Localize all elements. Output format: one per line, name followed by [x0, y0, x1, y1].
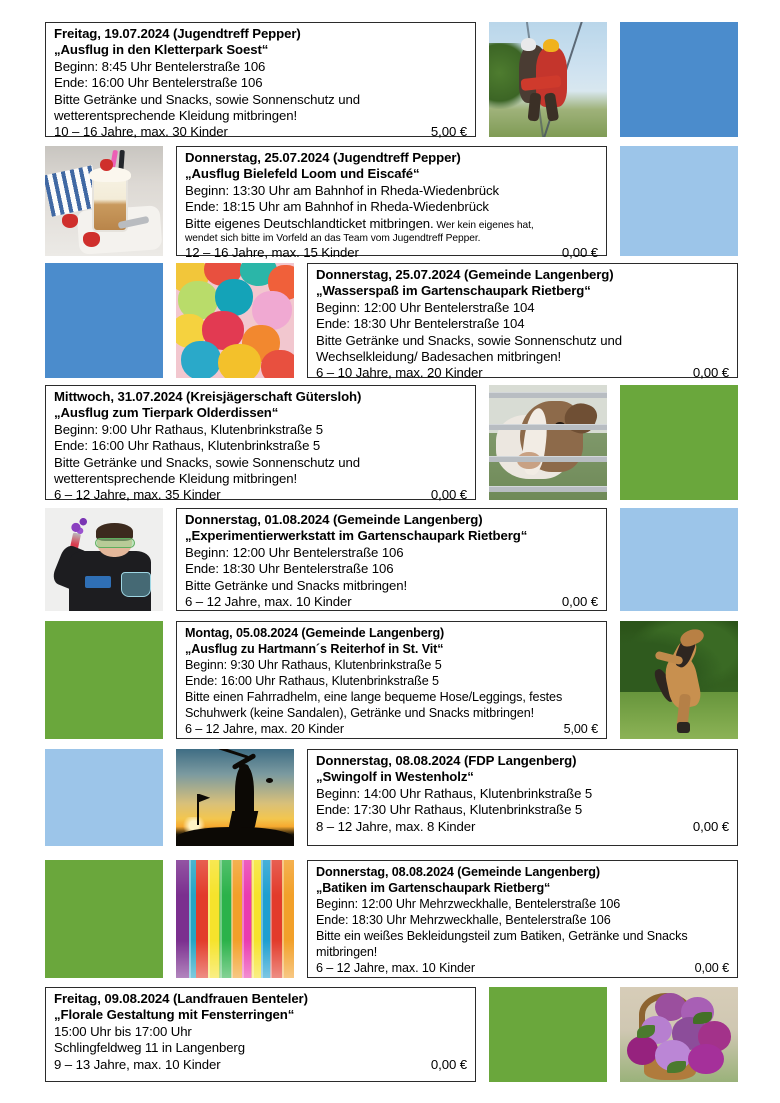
tile-goat-photo	[489, 385, 607, 500]
event-line: mitbringen!	[316, 945, 378, 959]
event-footer	[185, 594, 598, 610]
event-line: Ende: 17:30 Uhr Rathaus, Klutenbrinkstraße 5	[316, 802, 583, 818]
green-swatch	[620, 385, 738, 500]
event-price: 5,00 €	[430, 124, 467, 140]
event-line: Bitte Getränke und Snacks, sowie Sonnenschutz und	[54, 454, 360, 470]
event-price: 0,00 €	[561, 594, 598, 610]
event-price: 0,00 €	[692, 818, 729, 834]
goat-photo	[489, 385, 607, 500]
event-line: Beginn: 9:00 Uhr Rathaus, Klutenbrinkstraße 5	[54, 421, 323, 437]
tile-blue-dark-2	[45, 263, 163, 378]
tile-milkshake-photo	[45, 146, 163, 256]
event-line-small: Wer kein eigenes hat,	[433, 219, 534, 231]
event-row-5	[0, 508, 780, 611]
event-card-experimentierwerkstatt-rietberg	[176, 508, 607, 611]
event-line: Bitte Getränke und Snacks, sowie Sonnenschutz und	[54, 91, 360, 107]
event-card-hartmanns-reiterhof	[176, 621, 607, 739]
event-line-main: Bitte eigenes Deutschlandticket mitbringen.	[185, 215, 434, 231]
event-footer	[185, 245, 598, 261]
event-row-1	[0, 22, 780, 140]
swingolf-sunset-photo	[176, 749, 294, 846]
event-ages: 8 – 12 Jahre, max. 8 Kinder	[316, 818, 476, 834]
event-price: 0,00 €	[430, 487, 467, 503]
blue-light-swatch	[45, 749, 163, 846]
event-line: Ende: 16:00 Uhr Rathaus, Klutenbrinkstraße 5	[185, 674, 439, 688]
event-footer	[54, 124, 467, 140]
event-line: Ende: 16:00 Uhr Bentelerstraße 106	[54, 75, 263, 91]
event-card-tierpark-olderdissen	[45, 385, 476, 503]
event-title: „Ausflug in den Kletterpark Soest“	[54, 42, 269, 58]
tile-lilac-photo	[620, 987, 738, 1082]
event-header: Donnerstag, 25.07.2024 (Gemeinde Langenberg)	[316, 267, 614, 282]
horse-photo	[620, 621, 738, 739]
tile-blue-light-3	[45, 749, 163, 846]
event-card-bielefeld-loom-eiscafe	[176, 146, 607, 261]
event-title: „Florale Gestaltung mit Fensterringen“	[54, 1007, 295, 1023]
event-price: 0,00 €	[561, 245, 598, 261]
event-ages: 9 – 13 Jahre, max. 10 Kinder	[54, 1056, 221, 1072]
event-line: Bitte ein weißes Bekleidungsteil zum Batiken, Getränke und Snacks	[316, 929, 688, 943]
blue-light-swatch	[620, 508, 738, 611]
event-line: Schlingfeldweg 11 in Langenberg	[54, 1040, 245, 1056]
tile-blue-dark-1	[620, 22, 738, 137]
event-line: Beginn: 12:00 Uhr Mehrzweckhalle, Bentelerstraße 106	[316, 897, 621, 911]
event-line: Beginn: 12:00 Uhr Bentelerstraße 104	[316, 299, 535, 315]
event-row-9	[0, 987, 780, 1082]
event-footer	[185, 721, 598, 737]
event-line-mixed	[185, 216, 598, 232]
event-ages: 6 – 12 Jahre, max. 10 Kinder	[316, 961, 475, 975]
event-title: „Batiken im Gartenschaupark Rietberg“	[316, 881, 551, 895]
event-footer	[316, 819, 729, 835]
event-line: wetterentsprechende Kleidung mitbringen!	[54, 471, 298, 487]
batik-fabric-photo	[176, 860, 294, 978]
event-line: Beginn: 13:30 Uhr am Bahnhof in Rheda-Wiedenbrück	[185, 182, 499, 198]
blue-dark-swatch	[620, 22, 738, 137]
green-swatch	[489, 987, 607, 1082]
event-card-swingolf-westenholz	[307, 749, 738, 846]
event-line: Ende: 18:30 Uhr Bentelerstraße 104	[316, 316, 525, 332]
tile-blue-light-1	[620, 146, 738, 256]
event-line: Ende: 18:30 Uhr Mehrzweckhalle, Bentelerstraße 106	[316, 913, 611, 927]
event-card-wasserspass-rietberg	[307, 263, 738, 381]
event-footer	[316, 365, 729, 381]
tile-balloons-photo	[176, 263, 294, 378]
event-footer	[316, 960, 729, 976]
tile-science-photo	[45, 508, 163, 611]
event-line: Bitte einen Fahrradhelm, eine lange bequeme Hose/Leggings, festes	[185, 690, 563, 704]
green-swatch	[45, 621, 163, 739]
event-header: Freitag, 19.07.2024 (Jugendtreff Pepper)	[54, 26, 301, 41]
event-note: wendet sich bitte im Vorfeld an das Team vom Jugendtreff Pepper.	[185, 233, 481, 245]
tile-green-1	[620, 385, 738, 500]
event-line: Bitte Getränke und Snacks, sowie Sonnenschutz und	[316, 332, 622, 348]
event-line: wetterentsprechende Kleidung mitbringen!	[54, 108, 298, 124]
event-row-7	[0, 749, 780, 846]
event-line: Ende: 18:15 Uhr am Bahnhof in Rheda-Wiedenbrück	[185, 199, 489, 215]
event-price: 0,00 €	[692, 365, 729, 381]
tile-horse-photo	[620, 621, 738, 739]
event-price: 5,00 €	[563, 722, 598, 736]
event-footer	[54, 487, 467, 503]
event-ages: 10 – 16 Jahre, max. 30 Kinder	[54, 124, 228, 140]
event-header: Montag, 05.08.2024 (Gemeinde Langenberg)	[185, 626, 445, 640]
event-header: Donnerstag, 08.08.2024 (FDP Langenberg)	[316, 753, 577, 768]
event-line: Schuhwerk (keine Sandalen), Getränke und Snacks mitbringen!	[185, 706, 535, 720]
event-price: 0,00 €	[430, 1056, 467, 1072]
event-title: „Wasserspaß im Gartenschaupark Rietberg“	[316, 283, 591, 299]
event-line: Wechselkleidung/ Badesachen mitbringen!	[316, 349, 562, 365]
event-header: Donnerstag, 25.07.2024 (Jugendtreff Pepper)	[185, 150, 461, 165]
tile-green-2	[45, 621, 163, 739]
event-header: Donnerstag, 08.08.2024 (Gemeinde Langenberg)	[316, 865, 600, 879]
event-card-florale-gestaltung	[45, 987, 476, 1082]
event-line: Beginn: 14:00 Uhr Rathaus, Klutenbrinkstraße 5	[316, 785, 593, 801]
water-balloons-photo	[176, 263, 294, 378]
event-line: Bitte Getränke und Snacks mitbringen!	[185, 577, 408, 593]
event-ages: 12 – 16 Jahre, max. 15 Kinder	[185, 245, 359, 261]
event-ages: 6 – 10 Jahre, max. 20 Kinder	[316, 365, 483, 381]
event-row-4	[0, 385, 780, 503]
tile-green-4	[489, 987, 607, 1082]
event-card-batiken-rietberg	[307, 860, 738, 978]
event-title: „Swingolf in Westenholz“	[316, 769, 474, 785]
lilac-bouquet-photo	[620, 987, 738, 1082]
milkshake-photo	[45, 146, 163, 256]
tile-batik-photo	[176, 860, 294, 978]
event-card-kletterpark-soest	[45, 22, 476, 140]
event-line: Beginn: 9:30 Uhr Rathaus, Klutenbrinkstraße 5	[185, 658, 442, 672]
event-title: „Ausflug zu Hartmann´s Reiterhof in St. Vit“	[185, 642, 444, 656]
blue-light-swatch	[620, 146, 738, 256]
event-row-8	[0, 860, 780, 978]
event-ages: 6 – 12 Jahre, max. 35 Kinder	[54, 487, 221, 503]
tile-golf-photo	[176, 749, 294, 846]
event-title: „Ausflug zum Tierpark Olderdissen“	[54, 405, 279, 421]
event-line: Beginn: 12:00 Uhr Bentelerstraße 106	[185, 544, 404, 560]
science-kid-photo	[45, 508, 163, 611]
tile-climbing-photo	[489, 22, 607, 137]
blue-dark-swatch	[45, 263, 163, 378]
climbing-park-photo	[489, 22, 607, 137]
green-swatch	[45, 860, 163, 978]
event-line: Ende: 16:00 Uhr Rathaus, Klutenbrinkstraße 5	[54, 438, 321, 454]
event-row-3	[0, 263, 780, 381]
event-ages: 6 – 12 Jahre, max. 20 Kinder	[185, 722, 344, 736]
event-price: 0,00 €	[694, 961, 729, 975]
event-row-2	[0, 146, 780, 261]
event-header: Donnerstag, 01.08.2024 (Gemeinde Langenberg)	[185, 512, 483, 527]
tile-green-3	[45, 860, 163, 978]
event-row-6	[0, 621, 780, 739]
event-line: Ende: 18:30 Uhr Bentelerstraße 106	[185, 561, 394, 577]
event-header: Mittwoch, 31.07.2024 (Kreisjägerschaft Gütersloh)	[54, 389, 362, 404]
event-title: „Ausflug Bielefeld Loom und Eiscafé“	[185, 166, 420, 182]
tile-blue-light-2	[620, 508, 738, 611]
event-line: Beginn: 8:45 Uhr Bentelerstraße 106	[54, 58, 266, 74]
event-header: Freitag, 09.08.2024 (Landfrauen Benteler)	[54, 991, 308, 1006]
event-ages: 6 – 12 Jahre, max. 10 Kinder	[185, 594, 352, 610]
event-line: 15:00 Uhr bis 17:00 Uhr	[54, 1023, 192, 1039]
event-title: „Experimentierwerkstatt im Gartenschaupark Rietberg“	[185, 528, 528, 544]
event-footer	[54, 1057, 467, 1073]
